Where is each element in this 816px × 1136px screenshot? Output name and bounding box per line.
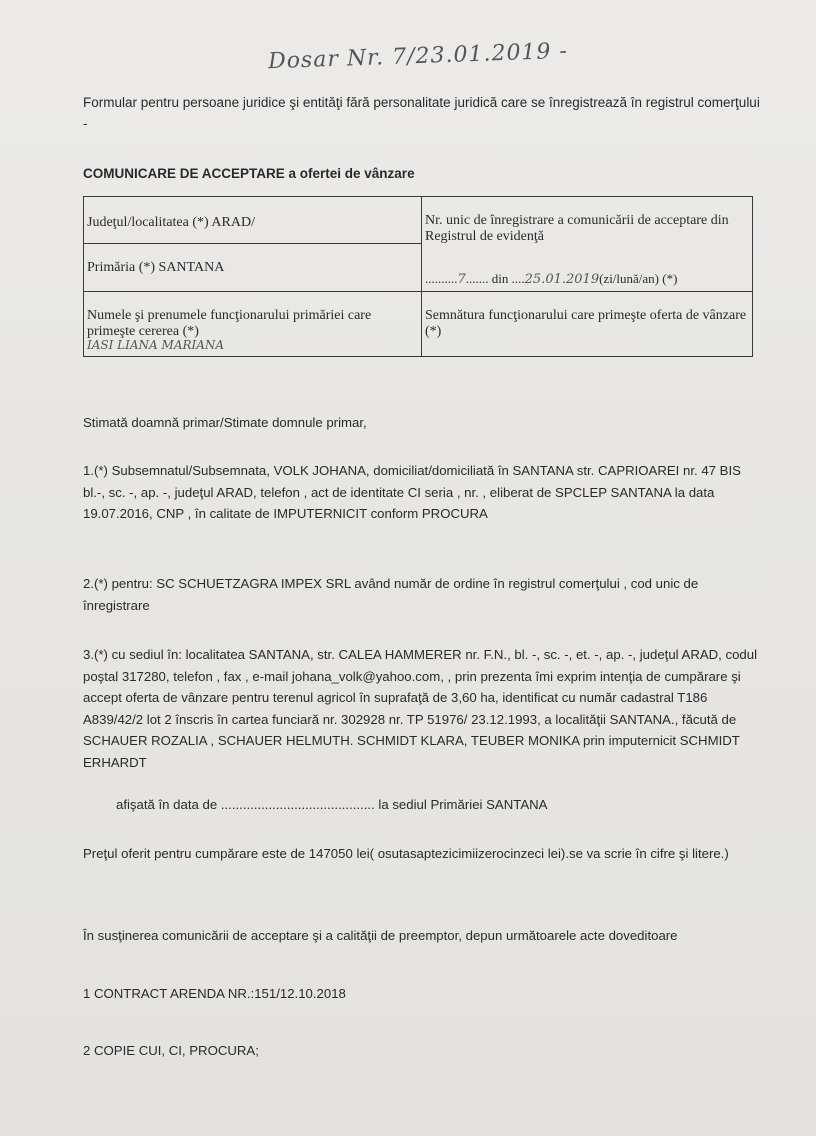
heading-rest: a ofertei de vânzare <box>284 166 415 181</box>
date-format: (zi/lună/an) (*) <box>599 271 678 286</box>
form-intro: Formular pentru persoane juridice şi entităţi fără personalitate juridică care se înregistrează în registrul comerţului - <box>83 95 760 131</box>
semnatura-text: Semnătura funcţionarului care primeşte oferta de vânzare (*) <box>425 308 747 339</box>
form-heading <box>83 166 415 181</box>
pret-paragraph: Preţul oferit pentru cumpărare este de 147050 lei( osutasaptezicimiizerocinzeci lei).se va scrie în cifre şi litere.) <box>83 846 729 861</box>
document-item-1: 1 CONTRACT ARENDA NR.:151/12.10.2018 <box>83 986 346 1001</box>
handwritten-file-number: Dosar Nr. 7/23.01.2019 - <box>267 38 569 75</box>
din-label: din <box>491 271 509 286</box>
heading-bold: COMUNICARE DE ACCEPTARE <box>83 166 285 181</box>
nr-unic-text: Nr. unic de înregistrare a comunicării de acceptare din Registrul de evidenţă <box>425 213 729 244</box>
afisata-line: afişată în data de .......................................... la sediul Primăriei SANTANA <box>116 797 548 812</box>
date-value: 25.01.2019 <box>524 272 600 287</box>
judet-cell <box>84 197 422 244</box>
paragraph-2: 2.(*) pentru: SC SCHUETZAGRA IMPEX SRL având număr de ordine în registrul comerţului , cod unic de înregistrare <box>83 576 699 613</box>
nr-value: 7 <box>457 272 466 287</box>
paragraph-3: 3.(*) cu sediul în: localitatea SANTANA, str. CALEA HAMMERER nr. F.N., bl. -, sc. -, et. -, ap. -, judeţul ARAD, codul poştal 317280, telefon , fax , e-mail johana_volk@yahoo.com, , prin prezenta îmi exprim intenţia de cumpărare şi accept oferta de vânzare pentru terenul agricol în suprafaţă de 3,60 ha, identificat cu număr cadastral T186 A839/42/2 lot 2 înscris în cartea funciară nr. 302928 nr. TP 51976/ 23.12.1993, a localităţii SANTANA., făcută de SCHAUER ROZALIA , SCHAUER HELMUTH. SCHMIDT KLARA, TEUBER MONIKA prin imputernicit SCHMIDT ERHARDT <box>83 647 758 770</box>
nr-unic-cell <box>422 197 753 292</box>
registration-table <box>83 196 753 357</box>
semnatura-cell <box>422 292 753 357</box>
primaria-text: Primăria (*) SANTANA <box>87 259 225 275</box>
primaria-cell <box>84 243 422 291</box>
judet-text: Judeţul/localitatea (*) ARAD/ <box>87 215 255 230</box>
functionar-text: Numele şi prenumele funcţionarului primăriei care primeşte cererea (*) <box>87 308 372 339</box>
functionar-signature: IASI LIANA MARIANA <box>87 338 225 352</box>
document-item-2: 2 COPIE CUI, CI, PROCURA; <box>83 1043 259 1058</box>
salutation: Stimată doamnă primar/Stimate domnule primar, <box>83 415 367 430</box>
functionar-cell <box>84 292 422 357</box>
nr-unic-line: ..........7....... din ....25.01.2019(zi/lună/an) (*) <box>425 271 678 287</box>
sustinere-paragraph: În susţinerea comunicării de acceptare şi a calităţii de preemptor, depun următoarele acte doveditoare <box>83 928 678 943</box>
paragraph-1: 1.(*) Subsemnatul/Subsemnata, VOLK JOHANA, domiciliat/domiciliată în SANTANA str. CAPRIOAREI nr. 47 BIS bl.-, sc. -, ap. -, judeţul ARAD, telefon , act de identitate CI seria , nr. , eliberat de SPCLEP SANTANA la data 19.07.2016, CNP , în calitate de IMPUTERNICIT conform PROCURA <box>83 463 741 521</box>
